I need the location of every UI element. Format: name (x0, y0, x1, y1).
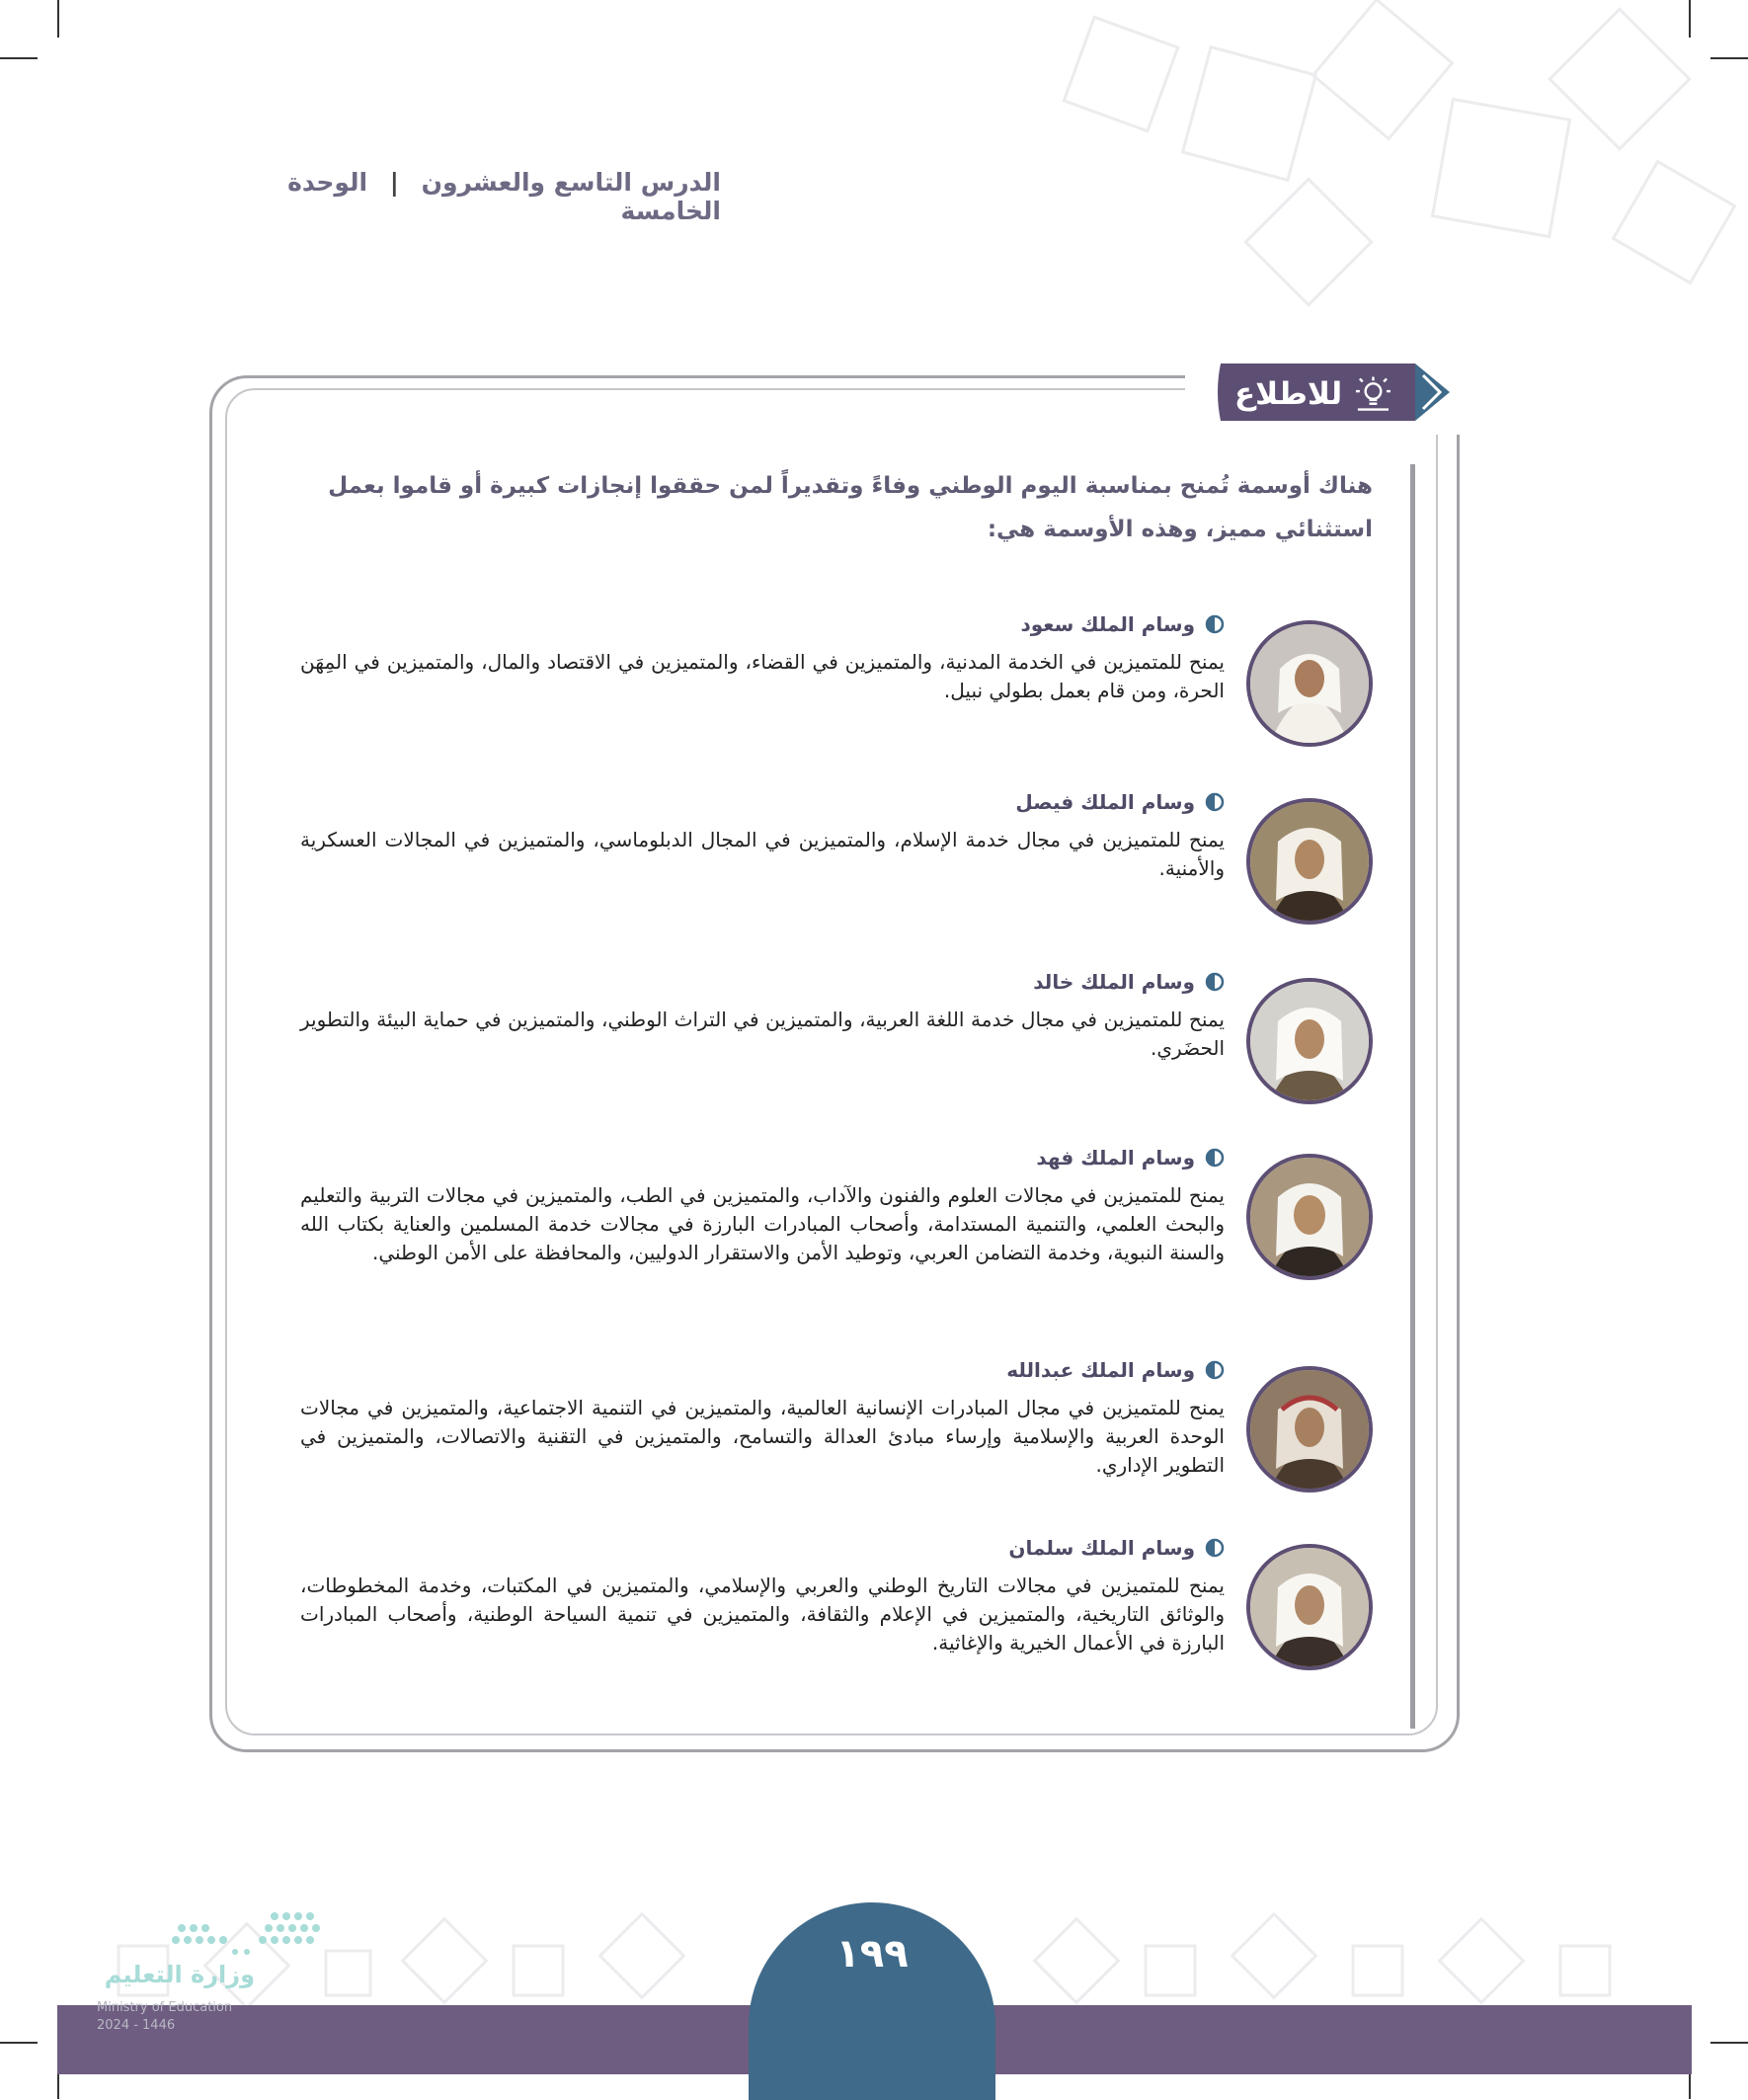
medal-description: يمنح للمتميزين في مجال خدمة اللغة العربية، والمتميزين في التراث الوطني، والمتميزين في حماية البيئة والتطوير الحضَري. (300, 1008, 1225, 1060)
bullet-icon (1205, 1360, 1225, 1380)
portrait-image (1246, 1544, 1373, 1670)
page-number: ١٩٩ (835, 1931, 909, 1977)
medal-title-text: وسام الملك عبدالله (1006, 1358, 1195, 1382)
ministry-name-en: Ministry of Education (97, 2000, 233, 2015)
medal-title-text: وسام الملك فيصل (1015, 790, 1195, 814)
portrait-image (1246, 798, 1373, 925)
frame-vertical-bar (1410, 464, 1415, 1729)
lightbulb-icon (1354, 374, 1392, 414)
page-header (207, 168, 721, 225)
medal-item (296, 1146, 1373, 1294)
medal-title (1020, 612, 1225, 636)
bullet-icon (1205, 614, 1225, 634)
medal-title-text: وسام الملك سعود (1020, 612, 1195, 636)
portrait-image (1246, 978, 1373, 1104)
medal-title (1006, 1358, 1225, 1382)
unit-title: الوحدة الخامسة (287, 168, 721, 225)
ministry-subtitle (97, 1999, 255, 2035)
medal-item (296, 612, 1373, 761)
crop-mark (1710, 2042, 1748, 2044)
medal-title (1008, 1536, 1225, 1560)
ministry-name: وزارة التعليم (104, 1961, 255, 1988)
decorative-pattern (1017, 0, 1748, 326)
medal-title (1033, 970, 1225, 994)
medal-description: يمنح للمتميزين في مجالات العلوم والفنون والآداب، والمتميزين في الطب، والمتميزين في مجالات التربية والتعليم والبحث العلمي، والتنمية المستدامة، وأصحاب المبادرات البارزة في مجالات خدمة المسلمين والعناية بكتاب الله والسنة النبوية، وخدمة التضامن العربي، وتوطيد الأمن والاستقرار الدوليين، والمحافظة على الأمن الوطني. (300, 1183, 1225, 1264)
medal-item (296, 1536, 1373, 1684)
medal-title-text: وسام الملك فهد (1036, 1146, 1195, 1170)
crop-mark (0, 2042, 38, 2044)
lesson-title: الدرس التاسع والعشرون (421, 168, 721, 197)
medal-item (296, 1358, 1373, 1506)
medal-description: يمنح للمتميزين في مجال خدمة الإسلام، والمتميزين في المجال الدبلوماسي، والمتميزين في المجالات العسكرية والأمنية. (300, 828, 1225, 880)
bullet-icon (1205, 972, 1225, 992)
ministry-logo (97, 1897, 324, 2005)
medal-title (1015, 790, 1225, 814)
section-tag (1234, 369, 1392, 419)
crop-mark (0, 57, 38, 59)
portrait-image (1246, 1154, 1373, 1280)
medal-description: يمنح للمتميزين في الخدمة المدنية، والمتميزين في القضاء، والمتميزين في الاقتصاد والمال، والمتميزين في المِهَن الحرة، ومن قام بعمل بطولي نبيل. (300, 650, 1225, 702)
medal-description: يمنح للمتميزين في مجال المبادرات الإنسانية العالمية، والمتميزين في التنمية الاجتماعية، والمتميزين في مجالات الوحدة العربية والإسلامية وإرساء مبادئ العدالة والتسامح، والمتميزين في التقنية والاتصالات، والمتميزين في التطوير الإداري. (300, 1396, 1225, 1477)
medal-item (296, 970, 1373, 1118)
bullet-icon (1205, 792, 1225, 812)
portrait-image (1246, 1366, 1373, 1493)
medal-item (296, 790, 1373, 938)
crop-mark (57, 0, 59, 38)
portrait-image (1246, 620, 1373, 747)
medal-title-text: وسام الملك سلمان (1008, 1536, 1195, 1560)
edition-label: 2024 - 1446 (97, 2018, 176, 2033)
intro-text: هناك أوسمة تُمنح بمناسبة اليوم الوطني وفاءً وتقديراً لمن حققوا إنجازات كبيرة أو قاموا بعمل استثنائي مميز، وهذه الأوسمة هي: (328, 473, 1373, 542)
bullet-icon (1205, 1538, 1225, 1558)
medal-title-text: وسام الملك خالد (1033, 970, 1195, 994)
medal-title (1036, 1146, 1225, 1170)
header-separator: | (389, 168, 399, 197)
medal-description: يمنح للمتميزين في مجالات التاريخ الوطني والعربي والإسلامي، والمتميزين في المكتبات، وخدمة المخطوطات، والوثائق التاريخية، والمتميزين في الإعلام والثقافة، والمتميزين في تنمية السياحة الوطنية، وأصحاب المبادرات البارزة في الأعمال الخيرية والإغاثية. (300, 1574, 1225, 1655)
section-tag-label: للاطلاع (1234, 376, 1343, 412)
bullet-icon (1205, 1148, 1225, 1168)
